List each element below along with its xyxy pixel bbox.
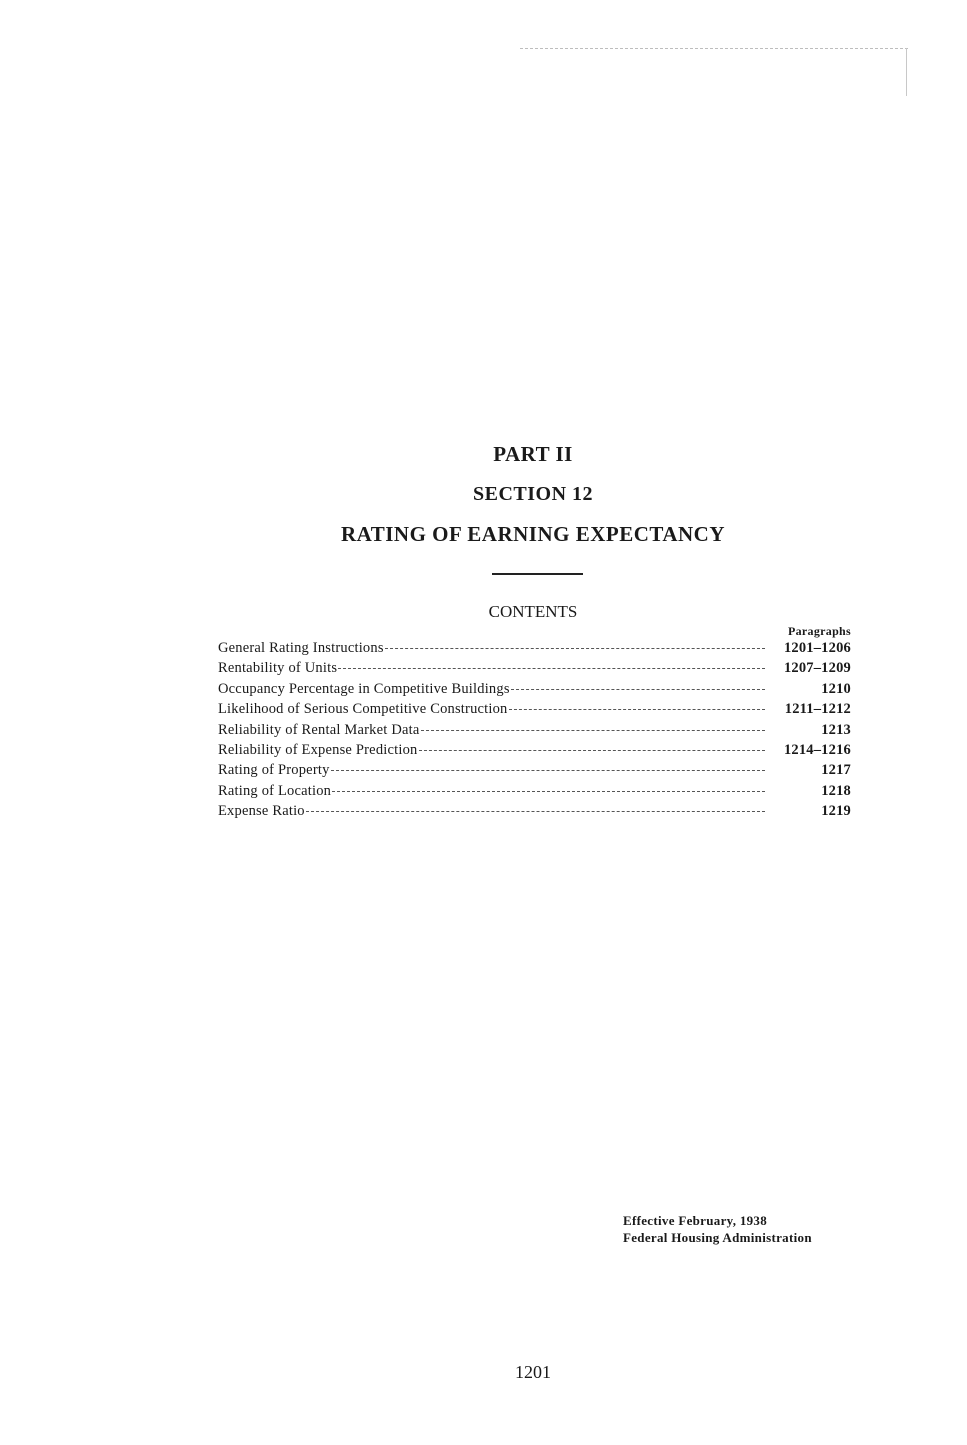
toc-entry-paragraphs: 1218 bbox=[821, 782, 851, 799]
scan-border-top bbox=[520, 48, 908, 49]
effective-notice bbox=[623, 1212, 812, 1246]
title-divider bbox=[492, 573, 583, 575]
toc-entry-paragraphs: 1211–1212 bbox=[784, 701, 851, 718]
toc-entry bbox=[218, 722, 851, 742]
dot-leader bbox=[331, 770, 765, 771]
part-title: PART II bbox=[493, 442, 573, 466]
toc-entry bbox=[218, 640, 851, 660]
toc-entry-paragraphs: 1207–1209 bbox=[783, 660, 851, 677]
page-title: RATING OF EARNING EXPECTANCY bbox=[340, 522, 726, 546]
toc-entry-title: Rating of Property bbox=[218, 762, 330, 779]
toc-entry-title: Occupancy Percentage in Competitive Buildings bbox=[218, 680, 510, 697]
dot-leader bbox=[511, 689, 765, 690]
section-title: SECTION 12 bbox=[472, 483, 594, 505]
dot-leader bbox=[332, 791, 765, 792]
dot-leader bbox=[509, 709, 765, 710]
toc-entry-paragraphs: 1219 bbox=[821, 803, 851, 820]
toc-entry bbox=[218, 803, 851, 823]
toc-entry-title: Rating of Location bbox=[218, 782, 332, 799]
toc-entry-paragraphs: 1217 bbox=[821, 762, 851, 779]
agency-name: Federal Housing Administration bbox=[623, 1230, 812, 1245]
toc-entry-paragraphs: 1210 bbox=[821, 680, 851, 697]
toc-entry bbox=[218, 660, 851, 680]
toc-entry-paragraphs: 1213 bbox=[821, 721, 851, 738]
scan-border-right bbox=[906, 48, 907, 96]
paragraphs-column-header: Paragraphs bbox=[788, 624, 851, 638]
toc-entry bbox=[218, 742, 851, 762]
toc-entry-title: Reliability of Rental Market Data bbox=[218, 721, 420, 738]
toc-entry bbox=[218, 701, 851, 721]
dot-leader bbox=[421, 730, 766, 731]
toc-entry-title: Likelihood of Serious Competitive Construction bbox=[218, 701, 508, 718]
toc-entry bbox=[218, 783, 851, 803]
dot-leader bbox=[419, 750, 766, 751]
dot-leader bbox=[306, 811, 765, 812]
toc-entry bbox=[218, 762, 851, 782]
toc-entry-title: Expense Ratio bbox=[218, 803, 305, 820]
dot-leader bbox=[385, 648, 765, 649]
toc-entry-title: General Rating Instructions bbox=[218, 640, 384, 656]
effective-date: Effective February, 1938 bbox=[623, 1213, 768, 1228]
dot-leader bbox=[338, 668, 765, 669]
table-of-contents bbox=[218, 640, 851, 824]
contents-heading: CONTENTS bbox=[488, 602, 578, 621]
toc-entry-paragraphs: 1201–1206 bbox=[783, 640, 851, 656]
page-number: 1201 bbox=[515, 1362, 551, 1382]
toc-entry-paragraphs: 1214–1216 bbox=[783, 741, 851, 758]
toc-entry-title: Rentability of Units bbox=[218, 660, 338, 677]
toc-entry-title: Reliability of Expense Prediction bbox=[218, 741, 418, 758]
toc-entry bbox=[218, 681, 851, 701]
